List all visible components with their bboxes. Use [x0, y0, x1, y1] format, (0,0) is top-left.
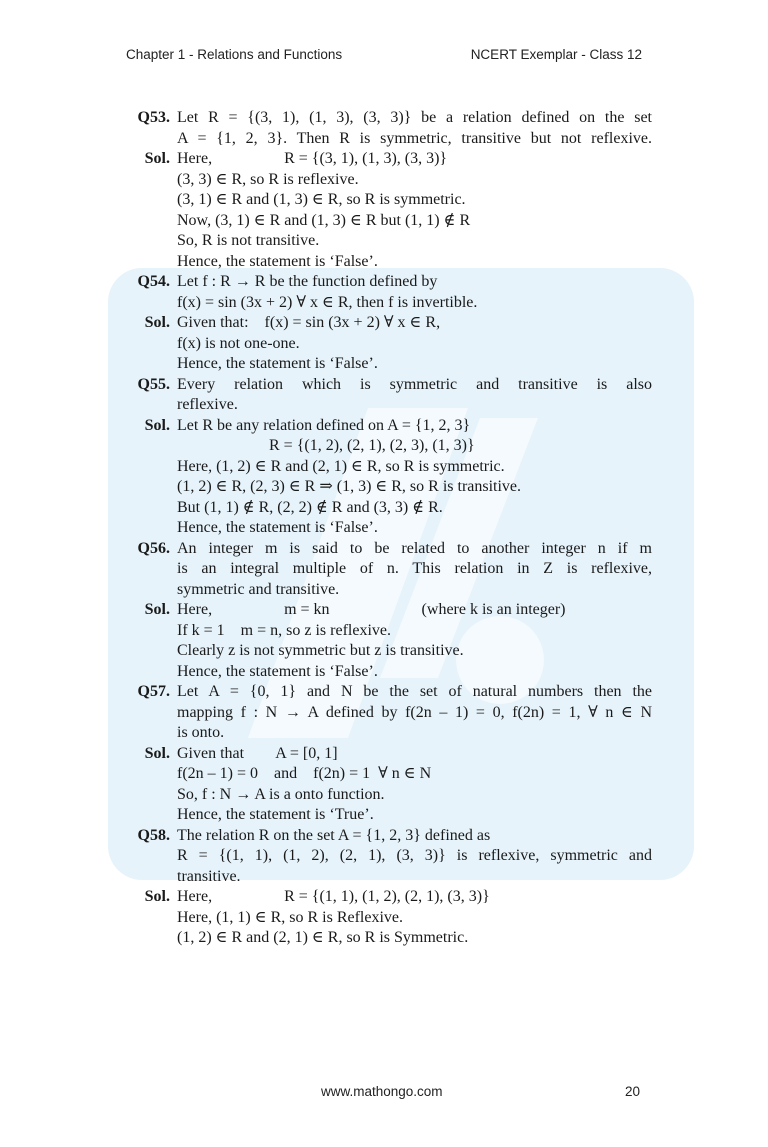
line-text: If k = 1 m = n, so z is reflexive. — [177, 621, 391, 639]
line-text: Here, (1, 2) ∈ R and (2, 1) ∈ R, so R is symmetric. — [177, 457, 505, 475]
text-line — [0, 395, 768, 416]
line-text: Here, m = kn (where k is an integer) — [177, 601, 566, 618]
text-line — [0, 518, 768, 539]
text-line — [0, 436, 768, 457]
solution-label: Sol. — [144, 150, 170, 167]
question-line — [0, 272, 768, 293]
text-line — [0, 785, 768, 806]
text-line — [0, 334, 768, 355]
line-text: f(x) is not one-one. — [177, 334, 300, 352]
question-line — [0, 539, 768, 560]
line-text: Hence, the statement is ‘False’. — [177, 519, 378, 536]
line-text: Hence, the statement is ‘False’. — [177, 355, 378, 372]
solution-line — [0, 744, 768, 765]
text-line — [0, 908, 768, 929]
text-line — [0, 457, 768, 478]
line-text: Let A = {0, 1} and N be the set of natural numbers then the — [177, 683, 652, 700]
line-text: is an integral multiple of n. This relation in Z is reflexive, — [177, 560, 652, 577]
line-text: symmetric and transitive. — [177, 580, 340, 598]
solution-label: Sol. — [144, 314, 170, 331]
text-line — [0, 190, 768, 211]
line-text: reflexive. — [177, 396, 238, 413]
line-text: Let R = {(3, 1), (1, 3), (3, 3)} be a relation defined on the set — [177, 109, 652, 126]
line-text: An integer m is said to be related to another integer n if m — [177, 539, 652, 557]
text-line — [0, 641, 768, 662]
text-line — [0, 559, 768, 580]
text-line — [0, 928, 768, 949]
text-line — [0, 293, 768, 314]
solution-label: Sol. — [144, 744, 170, 762]
text-line — [0, 621, 768, 642]
line-text: Given that A = [0, 1] — [177, 744, 338, 762]
text-line — [0, 723, 768, 744]
solution-line — [0, 600, 768, 621]
solution-line — [0, 416, 768, 437]
line-text: Hence, the statement is ‘False’. — [177, 252, 378, 270]
text-line — [0, 867, 768, 888]
question-line — [0, 108, 768, 129]
question-line — [0, 826, 768, 847]
line-text: mapping f : N → A defined by f(2n – 1) = 0, f(2n) = 1, ∀ n ∈ N — [177, 703, 652, 721]
footer-url: www.mathongo.com — [321, 1084, 443, 1099]
question-line — [0, 682, 768, 703]
page-number: 20 — [625, 1084, 641, 1099]
text-line — [0, 764, 768, 785]
line-text: R = {(1, 1), (1, 2), (2, 1), (3, 3)} is reflexive, symmetric and — [177, 847, 652, 864]
line-text: Hence, the statement is ‘False’. — [177, 662, 378, 680]
question-line — [0, 375, 768, 396]
solution-label: Sol. — [144, 888, 170, 905]
solution-label: Sol. — [144, 601, 170, 618]
question-number: Q55. — [137, 375, 170, 393]
line-text: R = {(1, 2), (2, 1), (2, 3), (1, 3)} — [177, 437, 475, 454]
line-text: Hence, the statement is ‘True’. — [177, 806, 374, 823]
line-text: Clearly z is not symmetric but z is transitive. — [177, 642, 464, 659]
text-line — [0, 129, 768, 150]
book-title: NCERT Exemplar - Class 12 — [470, 47, 642, 62]
question-number: Q56. — [137, 539, 170, 557]
line-text: Here, R = {(1, 1), (1, 2), (2, 1), (3, 3)} — [177, 888, 490, 905]
line-text: f(2n – 1) = 0 and f(2n) = 1 ∀ n ∈ N — [177, 765, 432, 782]
line-text: So, R is not transitive. — [177, 232, 320, 249]
question-number: Q58. — [137, 826, 170, 844]
solution-line — [0, 149, 768, 170]
solution-line — [0, 887, 768, 908]
line-text: (1, 2) ∈ R and (2, 1) ∈ R, so R is Symmetric. — [177, 929, 469, 946]
line-text: Every relation which is symmetric and transitive is also — [177, 375, 652, 393]
text-line — [0, 580, 768, 601]
text-line — [0, 846, 768, 867]
line-text: The relation R on the set A = {1, 2, 3} defined as — [177, 826, 491, 844]
line-text: Here, (1, 1) ∈ R, so R is Reflexive. — [177, 908, 404, 926]
solution-label: Sol. — [144, 416, 170, 434]
text-line — [0, 498, 768, 519]
text-line — [0, 252, 768, 273]
line-text: Here, R = {(3, 1), (1, 3), (3, 3)} — [177, 150, 448, 167]
line-text: f(x) = sin (3x + 2) ∀ x ∈ R, then f is invertible. — [177, 293, 478, 311]
line-text: But (1, 1) ∉ R, (2, 2) ∉ R and (3, 3) ∉ R. — [177, 498, 443, 516]
text-line — [0, 211, 768, 232]
line-text: Let R be any relation defined on A = {1, 2, 3} — [177, 416, 471, 434]
line-text: Given that: f(x) = sin (3x + 2) ∀ x ∈ R, — [177, 314, 441, 331]
text-line — [0, 170, 768, 191]
text-line — [0, 477, 768, 498]
chapter-title: Chapter 1 - Relations and Functions — [126, 47, 343, 62]
text-line — [0, 805, 768, 826]
text-line — [0, 354, 768, 375]
text-line — [0, 662, 768, 683]
line-text: A = {1, 2, 3}. Then R is symmetric, transitive but not reflexive. — [177, 129, 652, 147]
line-text: Now, (3, 1) ∈ R and (1, 3) ∈ R but (1, 1) ∉ R — [177, 211, 471, 229]
line-text: So, f : N → A is a onto function. — [177, 785, 385, 803]
question-number: Q53. — [137, 109, 170, 126]
solution-line — [0, 313, 768, 334]
qa-content — [0, 108, 768, 949]
line-text: (3, 3) ∈ R, so R is reflexive. — [177, 170, 359, 188]
line-text: transitive. — [177, 867, 241, 885]
question-number: Q57. — [137, 683, 170, 700]
text-line — [0, 703, 768, 724]
line-text: Let f : R → R be the function defined by — [177, 273, 438, 290]
line-text: is onto. — [177, 724, 225, 741]
question-number: Q54. — [137, 273, 170, 290]
line-text: (1, 2) ∈ R, (2, 3) ∈ R ⇒ (1, 3) ∈ R, so R is transitive. — [177, 478, 522, 495]
page-header — [126, 47, 642, 62]
line-text: (3, 1) ∈ R and (1, 3) ∈ R, so R is symmetric. — [177, 191, 466, 208]
text-line — [0, 231, 768, 252]
